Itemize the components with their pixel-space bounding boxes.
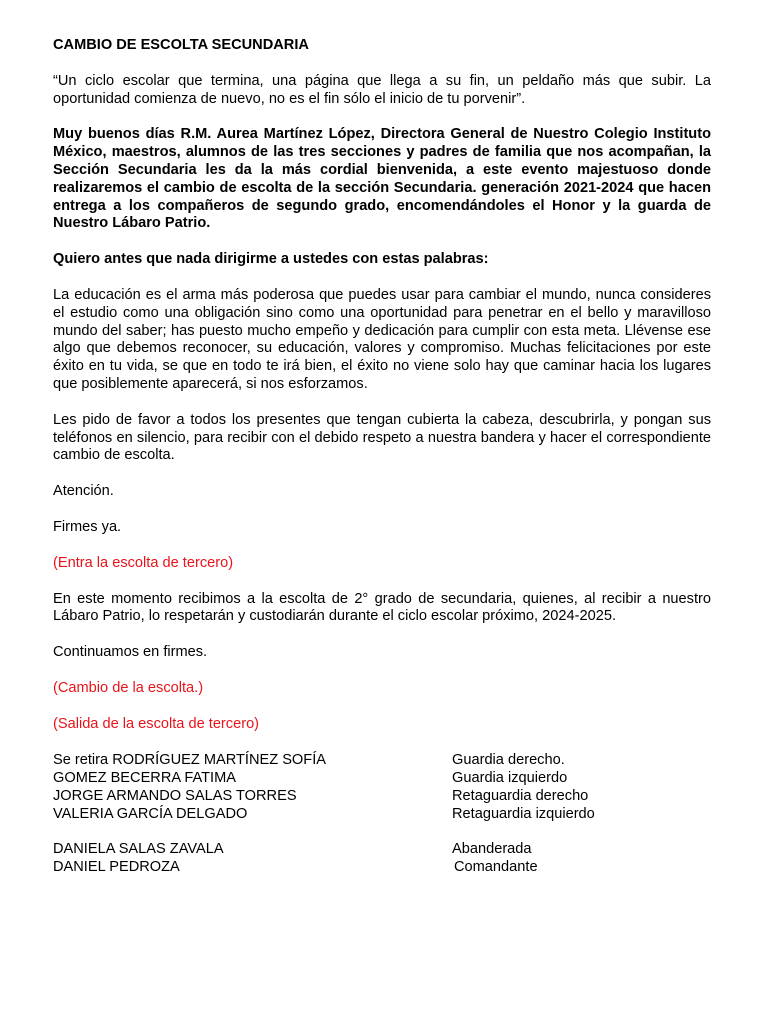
roster-group-guards: [53, 752, 711, 824]
roster-group-leaders: [53, 841, 711, 877]
document-title: CAMBIO DE ESCOLTA SECUNDARIA: [53, 37, 309, 53]
roster-row: [53, 859, 711, 877]
stage-direction-exit: (Salida de la escolta de tercero): [53, 715, 260, 732]
roster-row: [53, 788, 711, 806]
roster-row: [53, 770, 711, 788]
roster-name: VALERIA GARCÍA DELGADO: [53, 805, 248, 822]
roster-role: Retaguardia derecho: [452, 787, 589, 804]
continue-command: Continuamos en firmes.: [53, 644, 208, 661]
roster-role: Guardia derecho.: [452, 751, 565, 768]
roster-row: [53, 841, 711, 859]
roster-name: GOMEZ BECERRA FATIMA: [53, 769, 236, 786]
education-paragraph: La educación es el arma más poderosa que puedes usar para cambiar el mundo, nunca consideres el estudio como una obligación sino como una oportunidad para penetrar en el bello y maravilloso mundo del saber; has puesto mucho empeño y dedicación para cumplir con esta meta. Llévense ese algo que debemos reconocer, su educación, valores y compromiso. Muchas felicitaciones por este éxito en tu vida, se que en todo te irá bien, el éxito no viene solo hay que caminar hacia los lugares que posiblemente aparecerá, si nos esforzamos.: [53, 286, 711, 392]
escolta-roster: [53, 752, 711, 877]
roster-row: [53, 752, 711, 770]
roster-role: Comandante: [454, 858, 538, 875]
attention-command: Atención.: [53, 483, 114, 500]
intro-line: Quiero antes que nada dirigirme a ustedes con estas palabras:: [53, 251, 489, 268]
roster-name: DANIELA SALAS ZAVALA: [53, 840, 224, 857]
firmes-command: Firmes ya.: [53, 518, 122, 535]
request-paragraph: Les pido de favor a todos los presentes que tengan cubierta la cabeza, descubrirla, y pongan sus teléfonos en silencio, para recibir con el debido respeto a nuestra bandera y hacer el correspondiente cambio de escolta.: [53, 411, 711, 464]
stage-direction-change: (Cambio de la escolta.): [53, 679, 204, 696]
roster-row: [53, 806, 711, 824]
roster-name: JORGE ARMANDO SALAS TORRES: [53, 787, 297, 804]
stage-direction-enter: (Entra la escolta de tercero): [53, 554, 234, 571]
receive-paragraph: En este momento recibimos a la escolta de 2° grado de secundaria, quienes, al recibir a nuestro Lábaro Patrio, lo respetarán y custodiarán durante el ciclo escolar próximo, 2024-2025.: [53, 590, 711, 625]
roster-role: Guardia izquierdo: [452, 769, 568, 786]
opening-quote: “Un ciclo escolar que termina, una página que llega a su fin, un peldaño más que subir. La oportunidad comienza de nuevo, no es el fin sólo el inicio de tu porvenir”.: [53, 72, 711, 107]
roster-name: DANIEL PEDROZA: [53, 858, 180, 875]
roster-role: Abanderada: [452, 840, 532, 857]
roster-name: Se retira RODRÍGUEZ MARTÍNEZ SOFÍA: [53, 751, 326, 768]
document-page: [53, 37, 711, 877]
roster-role: Retaguardia izquierdo: [452, 805, 595, 822]
greeting-paragraph: Muy buenos días R.M. Aurea Martínez López, Directora General de Nuestro Colegio Instituto México, maestros, alumnos de las tres secciones y padres de familia que nos acompañan, la Sección Secundaria les da la más cordial bienvenida, a este evento majestuoso donde realizaremos el cambio de escolta de la sección Secundaria. generación 2021-2024 que hacen entrega a los compañeros de segundo grado, encomendándoles el Honor y la guarda de Nuestro Lábaro Patrio.: [53, 126, 711, 232]
